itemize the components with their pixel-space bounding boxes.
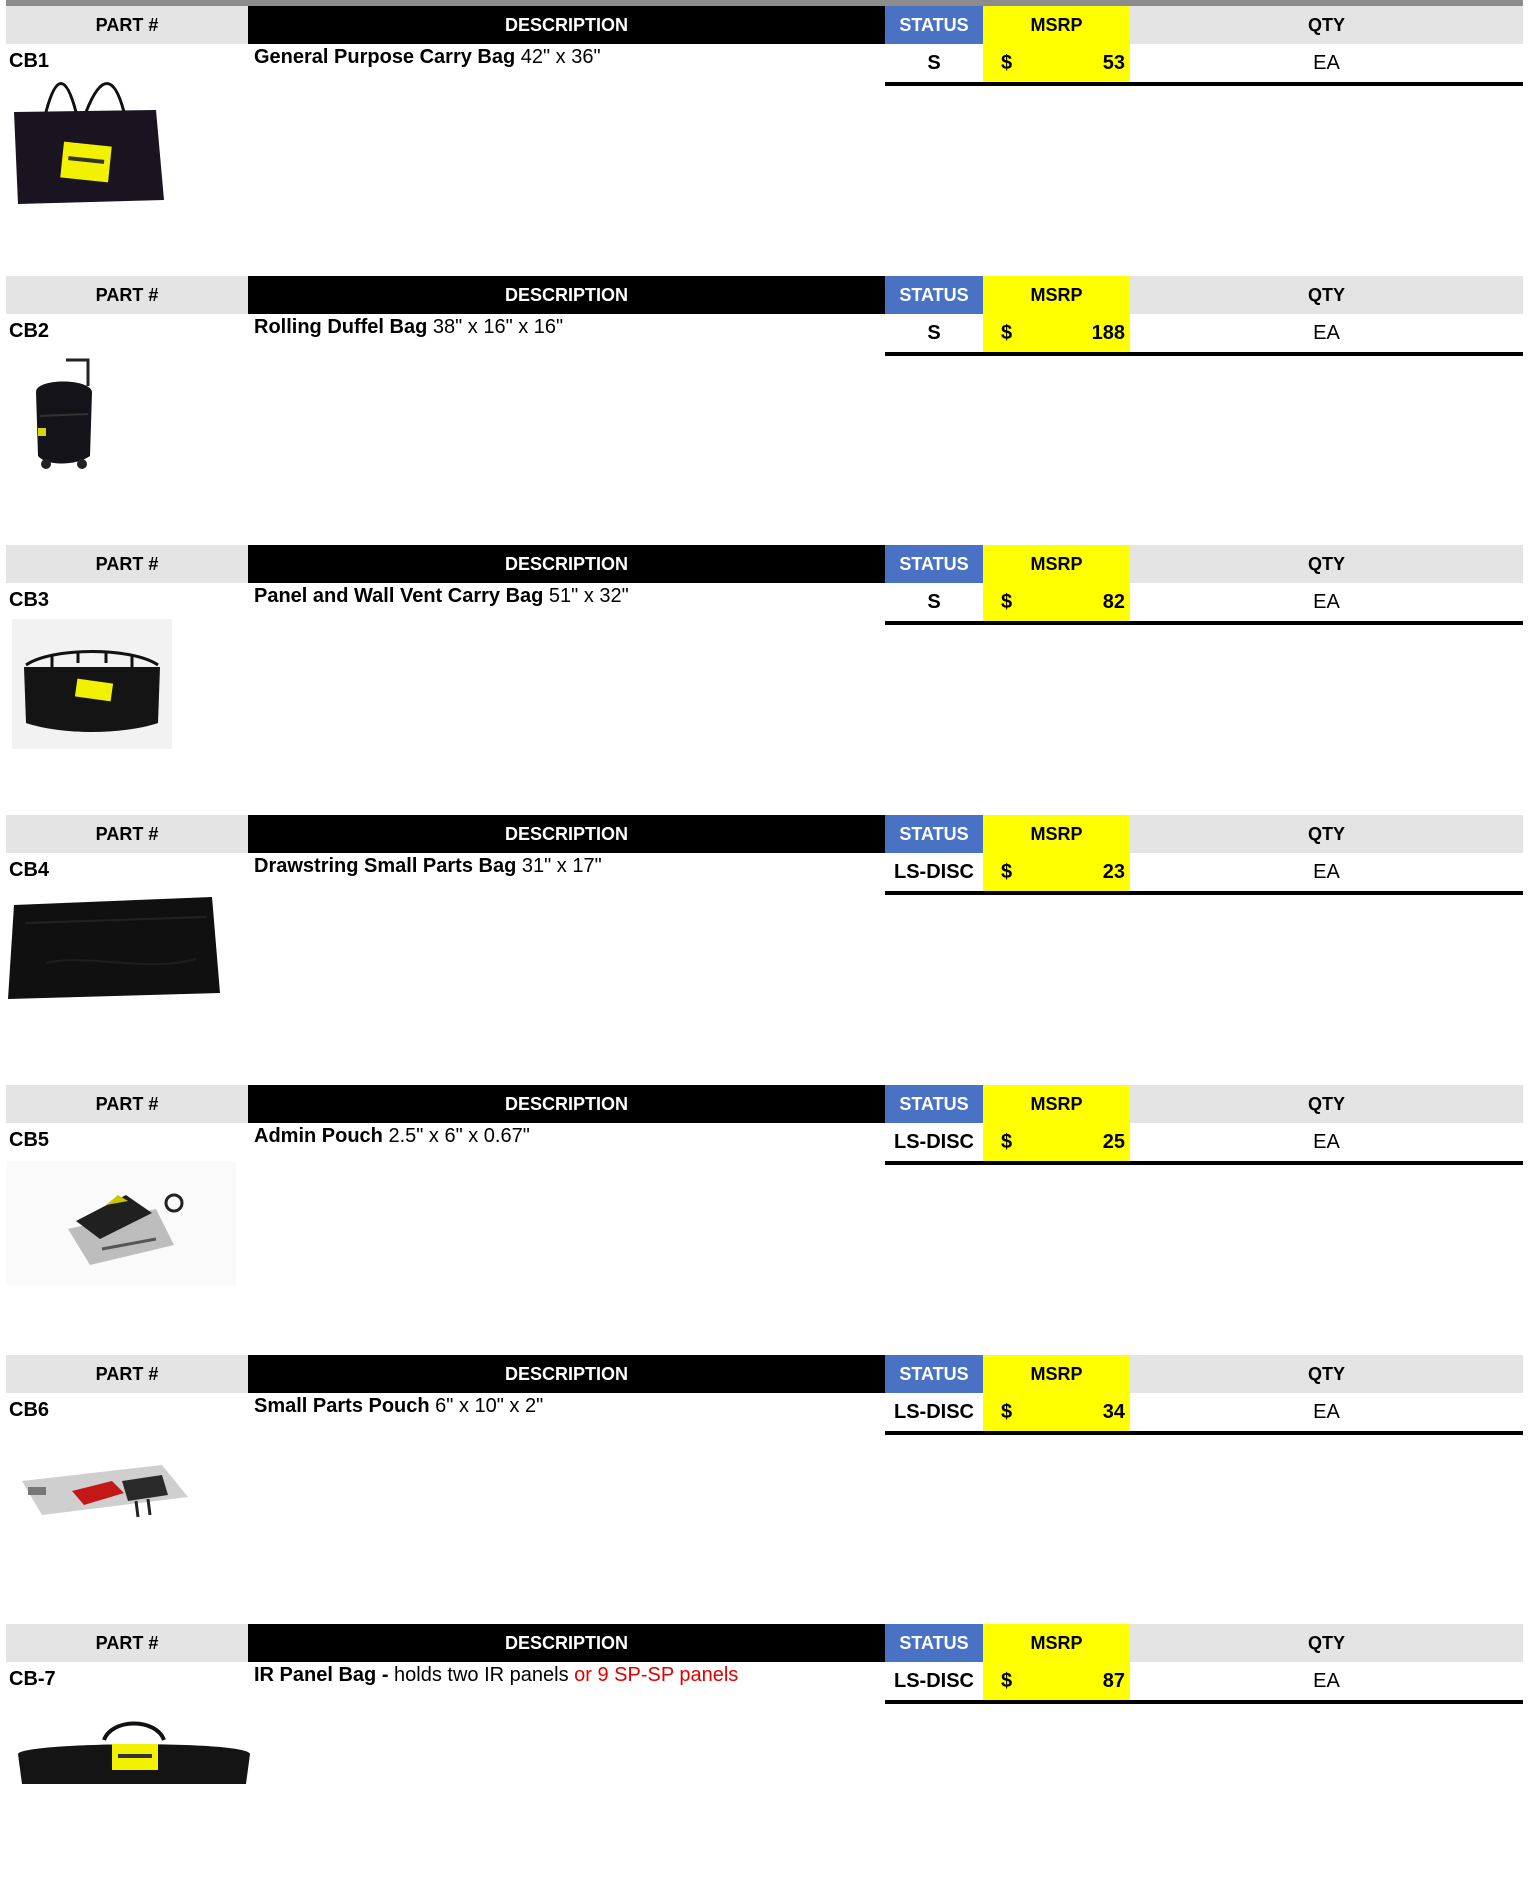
- qty-value: EA: [1313, 321, 1340, 344]
- msrp-cell: [983, 1393, 1130, 1431]
- msrp-header: MSRP: [983, 815, 1130, 853]
- currency-symbol: $: [1001, 1131, 1013, 1153]
- product-description: [254, 46, 601, 69]
- price-row: [885, 1662, 1523, 1704]
- qty-header: QTY: [1130, 6, 1523, 44]
- status-value: LS-DISC: [894, 1130, 974, 1153]
- parts-pouch-image: [12, 1435, 202, 1535]
- qty-header: QTY: [1130, 815, 1523, 853]
- status-value: LS-DISC: [894, 860, 974, 883]
- part-header: PART #: [6, 1624, 248, 1662]
- product-block-cb4: [6, 815, 1523, 1083]
- product-block-cb2: [6, 276, 1523, 544]
- part-number: CB3: [9, 589, 50, 611]
- product-name: Small Parts Pouch: [254, 1395, 430, 1417]
- product-dimensions: holds two IR panels: [394, 1664, 575, 1686]
- qty-header: QTY: [1130, 545, 1523, 583]
- description-header: DESCRIPTION: [248, 6, 885, 44]
- currency-symbol: $: [1001, 322, 1013, 344]
- qty-header: QTY: [1130, 276, 1523, 314]
- product-dimensions: 51" x 32": [543, 585, 629, 607]
- product-dimensions: 38" x 16" x 16": [427, 316, 564, 338]
- msrp-cell: [983, 1662, 1130, 1700]
- product-dimensions: 6" x 10" x 2": [429, 1395, 544, 1417]
- msrp-header: MSRP: [983, 1085, 1130, 1123]
- admin-pouch-image: [6, 1161, 236, 1285]
- product-note: or 9 SP-SP panels: [574, 1664, 739, 1686]
- currency-symbol: $: [1001, 1401, 1013, 1423]
- product-block-cb3: [6, 545, 1523, 813]
- currency-symbol: $: [1001, 591, 1013, 613]
- msrp-cell: [983, 44, 1130, 82]
- product-description: [254, 855, 602, 878]
- status-header: STATUS: [885, 1624, 983, 1662]
- msrp-value: 23: [1102, 861, 1125, 883]
- duffel-bag-image: [26, 356, 106, 476]
- product-description: [254, 1395, 543, 1418]
- carry-bag-image: [6, 74, 166, 209]
- product-description: [254, 316, 563, 339]
- msrp-cell: [983, 853, 1130, 891]
- status-value: S: [927, 321, 941, 344]
- qty-value: EA: [1313, 51, 1340, 74]
- part-header: PART #: [6, 545, 248, 583]
- msrp-cell: [983, 583, 1130, 621]
- status-header: STATUS: [885, 6, 983, 44]
- status-value: S: [927, 590, 941, 613]
- part-header: PART #: [6, 276, 248, 314]
- product-dimensions: 2.5" x 6" x 0.67": [382, 1125, 530, 1147]
- msrp-header: MSRP: [983, 276, 1130, 314]
- part-number: CB6: [9, 1399, 50, 1421]
- currency-symbol: $: [1001, 52, 1013, 74]
- msrp-header: MSRP: [983, 1624, 1130, 1662]
- product-block-cb5: [6, 1085, 1523, 1353]
- product-dimensions: 42" x 36": [515, 46, 601, 68]
- product-block-cb1: [6, 6, 1523, 274]
- msrp-value: 87: [1102, 1670, 1125, 1692]
- description-header: DESCRIPTION: [248, 276, 885, 314]
- price-row: [885, 853, 1523, 895]
- price-row: [885, 1123, 1523, 1165]
- product-dimensions: 31" x 17": [516, 855, 602, 877]
- qty-value: EA: [1313, 1669, 1340, 1692]
- status-value: LS-DISC: [894, 1669, 974, 1692]
- description-header: DESCRIPTION: [248, 545, 885, 583]
- msrp-header: MSRP: [983, 1355, 1130, 1393]
- product-name: General Purpose Carry Bag: [254, 46, 516, 68]
- price-row: [885, 44, 1523, 86]
- msrp-value: 188: [1091, 322, 1125, 344]
- qty-value: EA: [1313, 590, 1340, 613]
- description-header: DESCRIPTION: [248, 815, 885, 853]
- status-header: STATUS: [885, 545, 983, 583]
- msrp-value: 25: [1102, 1131, 1125, 1153]
- msrp-header: MSRP: [983, 6, 1130, 44]
- part-header: PART #: [6, 815, 248, 853]
- product-description: [254, 1125, 530, 1148]
- drawstring-bag-image: [6, 893, 226, 1003]
- msrp-cell: [983, 1123, 1130, 1161]
- status-header: STATUS: [885, 1355, 983, 1393]
- description-header: DESCRIPTION: [248, 1355, 885, 1393]
- ir-panel-bag-image: [14, 1714, 254, 1784]
- part-number: CB1: [9, 50, 50, 72]
- qty-value: EA: [1313, 860, 1340, 883]
- status-value: S: [927, 51, 941, 74]
- product-name: Admin Pouch: [254, 1125, 383, 1147]
- currency-symbol: $: [1001, 861, 1013, 883]
- part-number: CB2: [9, 320, 50, 342]
- qty-header: QTY: [1130, 1085, 1523, 1123]
- product-description: [254, 585, 629, 608]
- msrp-value: 34: [1102, 1401, 1125, 1423]
- status-value: LS-DISC: [894, 1400, 974, 1423]
- qty-header: QTY: [1130, 1624, 1523, 1662]
- part-number: CB5: [9, 1129, 50, 1151]
- msrp-header: MSRP: [983, 545, 1130, 583]
- qty-header: QTY: [1130, 1355, 1523, 1393]
- product-name: Rolling Duffel Bag: [254, 316, 428, 338]
- product-block-cb-7: [6, 1624, 1523, 1892]
- price-row: [885, 1393, 1523, 1435]
- description-header: DESCRIPTION: [248, 1624, 885, 1662]
- price-row: [885, 314, 1523, 356]
- part-header: PART #: [6, 1355, 248, 1393]
- panel-bag-image: [12, 619, 172, 749]
- status-header: STATUS: [885, 1085, 983, 1123]
- currency-symbol: $: [1001, 1670, 1013, 1692]
- msrp-value: 82: [1102, 591, 1125, 613]
- product-name: Panel and Wall Vent Carry Bag: [254, 585, 544, 607]
- product-description: [254, 1664, 738, 1687]
- product-name: IR Panel Bag -: [254, 1664, 395, 1686]
- msrp-value: 53: [1102, 52, 1125, 74]
- price-row: [885, 583, 1523, 625]
- part-header: PART #: [6, 1085, 248, 1123]
- part-number: CB-7: [9, 1668, 56, 1690]
- status-header: STATUS: [885, 276, 983, 314]
- product-block-cb6: [6, 1355, 1523, 1623]
- qty-value: EA: [1313, 1130, 1340, 1153]
- msrp-cell: [983, 314, 1130, 352]
- description-header: DESCRIPTION: [248, 1085, 885, 1123]
- product-name: Drawstring Small Parts Bag: [254, 855, 517, 877]
- qty-value: EA: [1313, 1400, 1340, 1423]
- status-header: STATUS: [885, 815, 983, 853]
- part-header: PART #: [6, 6, 248, 44]
- part-number: CB4: [9, 859, 50, 881]
